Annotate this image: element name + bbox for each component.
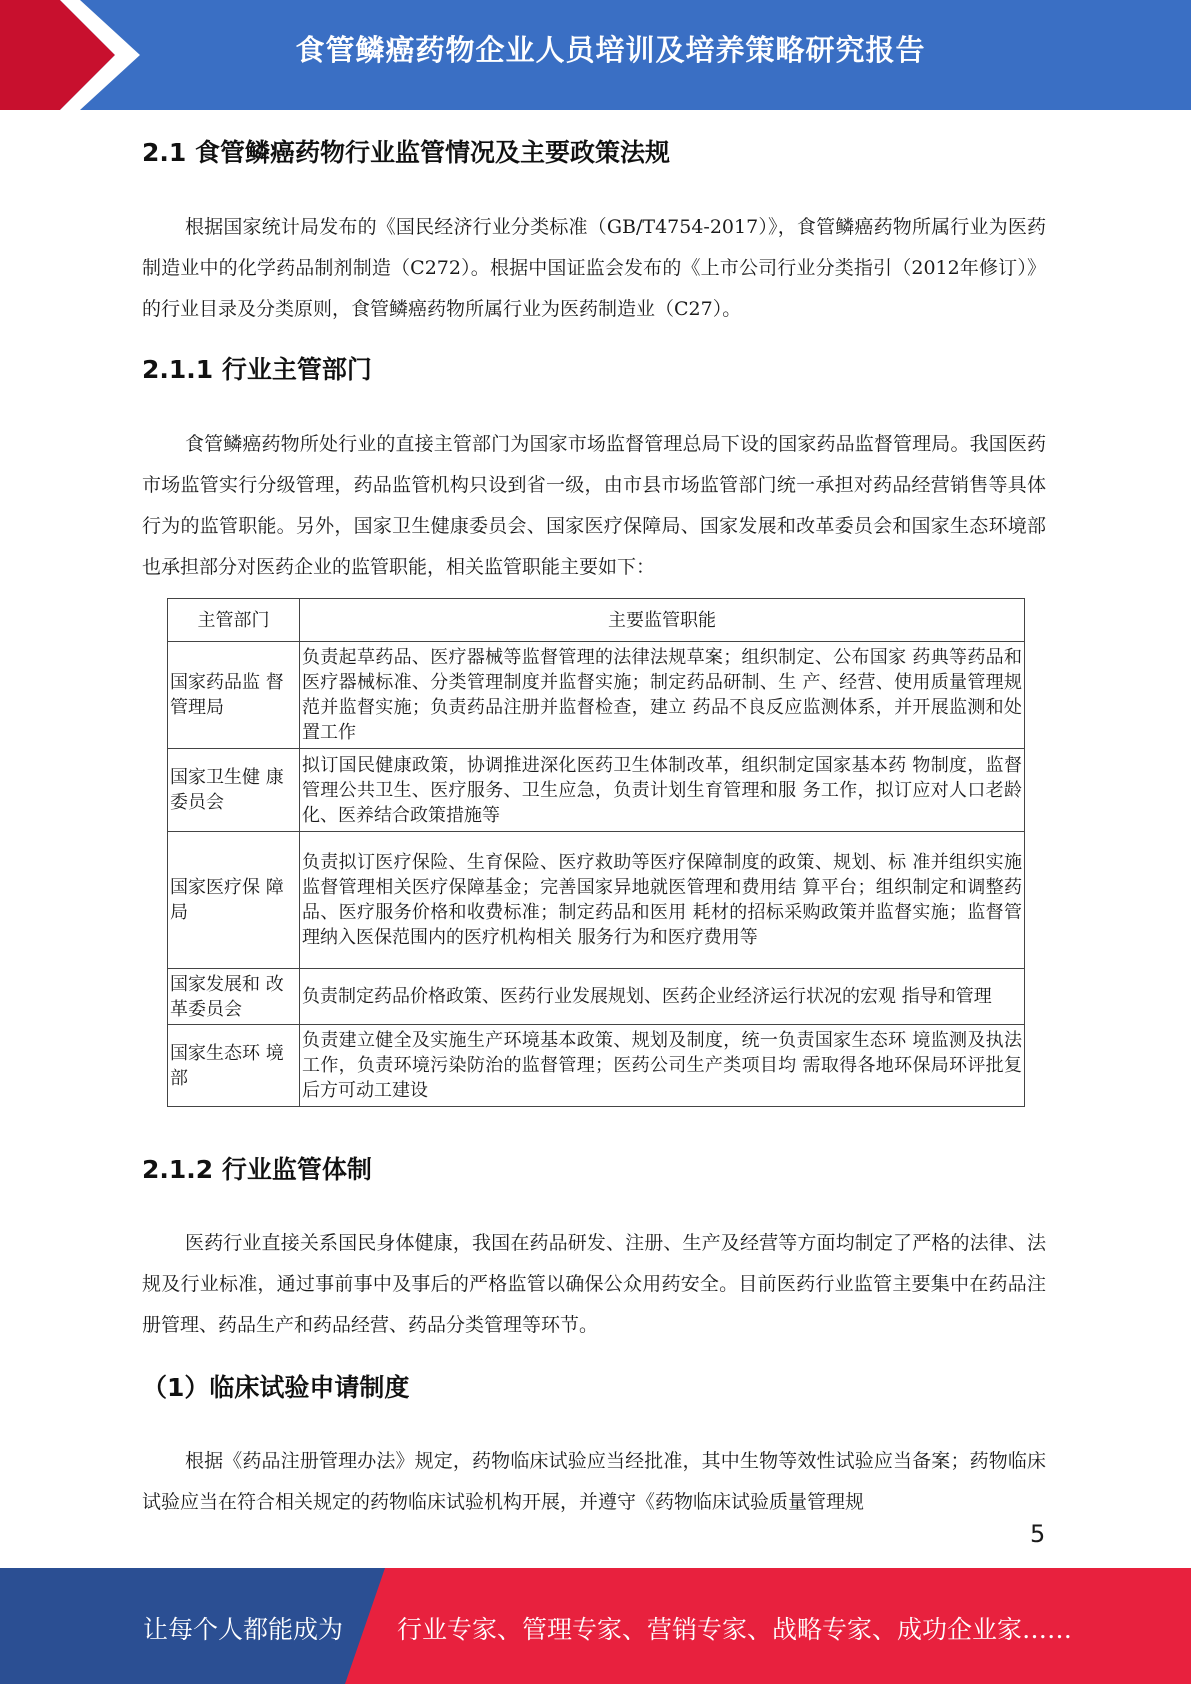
footer-slogan-right: 行业专家、管理专家、营销专家、战略专家、成功企业家…… [397,1615,1073,1644]
subsection-heading-system: 2.1.2 行业监管体制 [142,1155,372,1184]
regulators-table [167,598,1024,1107]
header-title: 食管鳞癌药物企业人员培训及培养策略研究报告 [295,33,926,67]
table-cell-duty: 负责制定药品价格政策、医药行业发展规划、医药企业经济运行状况的宏观 指导和管理 [300,969,1025,1025]
table-cell-dept: 国家医疗保 障局 [168,832,300,969]
section-heading: 2.1 食管鳞癌药物行业监管情况及主要政策法规 [142,138,670,167]
footer-slogan-left: 让每个人都能成为 [143,1615,344,1644]
table-row [168,749,1025,832]
table-header-dept: 主管部门 [168,599,300,642]
table-row [168,969,1025,1025]
table-cell-duty: 负责起草药品、医疗器械等监督管理的法律法规草案；组织制定、公布国家 药典等药品和医疗器械标准、分类管理制度并监督实施；制定药品研制、生 产、经营、使用质量管理规范并监督实施；负责药品注册并监督检查，建立 药品不良反应监测体系，并开展监测和处置工作 [300,642,1025,749]
table-cell-dept: 国家生态环 境部 [168,1025,300,1107]
table-cell-duty: 负责拟订医疗保险、生育保险、医疗救助等医疗保障制度的政策、规划、标 准并组织实施监督管理相关医疗保障基金；完善国家异地就医管理和费用结 算平台；组织制定和调整药品、医疗服务价格和收费标准；制定药品和医用 耗材的招标采购政策并监督实施；监督管理纳入医保范围内的医疗机构相关 服务行为和医疗费用等 [300,832,1025,969]
page-number: 5 [1030,1520,1046,1548]
system-paragraph: 医药行业直接关系国民身体健康，我国在药品研发、注册、生产及经营等方面均制定了严格的法律、法规及行业标准，通过事前事中及事后的严格监管以确保公众用药安全。目前医药行业监管主要集中在药品注册管理、药品生产和药品经营、药品分类管理等环节。 [142,1232,1046,1336]
item-heading-clinical-trial: （1）临床试验申请制度 [142,1373,410,1402]
table-row [168,1025,1025,1107]
page-footer [0,1568,1191,1684]
table-cell-duty: 负责建立健全及实施生产环境基本政策、规划及制度，统一负责国家生态环 境监测及执法工作，负责环境污染防治的监督管理；医药公司生产类项目均 需取得各地环保局环评批复后方可动工建设 [300,1025,1025,1107]
table-cell-dept: 国家药品监 督管理局 [168,642,300,749]
clinical-trial-paragraph: 根据《药品注册管理办法》规定，药物临床试验应当经批准，其中生物等效性试验应当备案；药物临床试验应当在符合相关规定的药物临床试验机构开展，并遵守《药物临床试验质量管理规 [142,1450,1046,1513]
table-cell-dept: 国家发展和 改革委员会 [168,969,300,1025]
table-row [168,832,1025,969]
authority-paragraph: 食管鳞癌药物所处行业的直接主管部门为国家市场监督管理总局下设的国家药品监督管理局。我国医药市场监管实行分级管理，药品监管机构只设到省一级，由市县市场监管部门统一承担对药品经营销售等具体行为的监管职能。另外，国家卫生健康委员会、国家医疗保障局、国家发展和改革委员会和国家生态环境部也承担部分对医药企业的监管职能，相关监管职能主要如下： [142,433,1046,578]
header-arrow-decoration [0,0,160,110]
section-intro-paragraph: 根据国家统计局发布的《国民经济行业分类标准（GB/T4754-2017）》，食管鳞癌药物所属行业为医药制造业中的化学药品制剂制造（C272）。根据中国证监会发布的《上市公司行业分类指引（2012年修订）》的行业目录及分类原则，食管鳞癌药物所属行业为医药制造业（C27）。 [142,216,1046,320]
page-header [0,0,1191,110]
subsection-heading-authority: 2.1.1 行业主管部门 [142,355,372,384]
table-cell-duty: 拟订国民健康政策，协调推进深化医药卫生体制改革，组织制定国家基本药 物制度，监督管理公共卫生、医疗服务、卫生应急，负责计划生育管理和服 务工作，拟订应对人口老龄化、医养结合政策措施等 [300,749,1025,832]
table-cell-dept: 国家卫生健 康委员会 [168,749,300,832]
table-row [168,642,1025,749]
table-header-duty: 主要监管职能 [300,599,1025,642]
table-header-row [168,599,1025,642]
